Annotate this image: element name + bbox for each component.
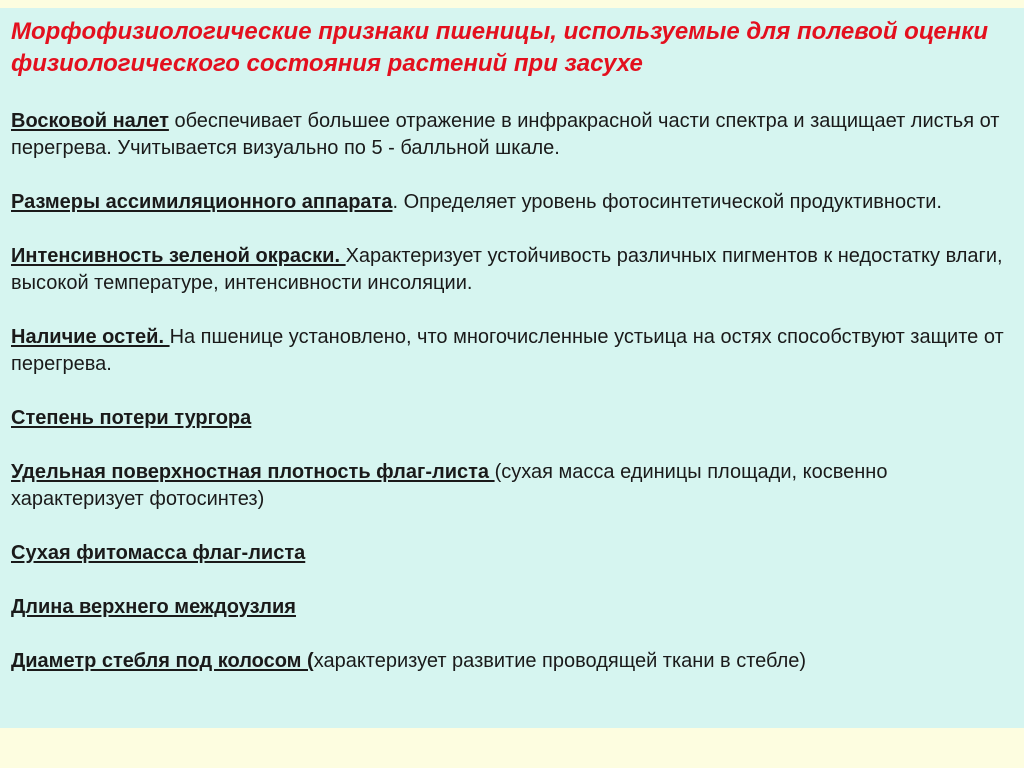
item-term: Размеры ассимиляционного аппарата <box>11 191 393 213</box>
item-turgor-loss <box>11 405 1008 432</box>
item-green-intensity <box>11 243 1008 297</box>
item-text: На пшенице установлено, что многочисленные устьица на остях способствуют защите от перегрева. <box>11 326 1004 375</box>
item-flag-leaf-biomass <box>11 540 1008 567</box>
item-term: Степень потери тургора <box>11 407 252 429</box>
item-internode-length <box>11 594 1008 621</box>
item-term: Наличие остей. <box>11 326 170 348</box>
slide-title: Морфофизиологические признаки пшеницы, используемые для полевой оценки физиологического состояния растений при засухе <box>11 18 989 77</box>
item-term: Диаметр стебля под колосом ( <box>11 650 314 672</box>
item-list <box>11 108 1008 675</box>
item-stem-diameter <box>11 648 1008 675</box>
item-text: (сухая масса единицы площади, косвенно характеризует фотосинтез) <box>11 461 888 510</box>
item-text: . Определяет уровень фотосинтетической продуктивности. <box>392 191 942 213</box>
item-text: Характеризует устойчивость различных пигментов к недостатку влаги, высокой температуре, интенсивности инсоляции. <box>11 245 1003 294</box>
item-text: характеризует развитие проводящей ткани в стебле) <box>313 650 807 672</box>
item-assimilation-apparatus <box>11 189 1008 216</box>
item-wax-coating <box>11 108 1008 162</box>
item-term: Восковой налет <box>11 110 169 132</box>
item-awns <box>11 324 1008 378</box>
item-flag-leaf-density <box>11 459 1008 513</box>
item-text: обеспечивает большее отражение в инфракрасной части спектра и защищает листья от перегрева. Учитывается визуально по 5 - балльной шкале. <box>11 110 1000 159</box>
item-term: Длина верхнего междоузлия <box>11 596 296 618</box>
item-term: Интенсивность зеленой окраски. <box>11 245 346 267</box>
slide-panel <box>0 8 1024 728</box>
item-term: Сухая фитомасса флаг-листа <box>11 542 306 564</box>
item-term: Удельная поверхностная плотность флаг-листа <box>11 461 495 483</box>
